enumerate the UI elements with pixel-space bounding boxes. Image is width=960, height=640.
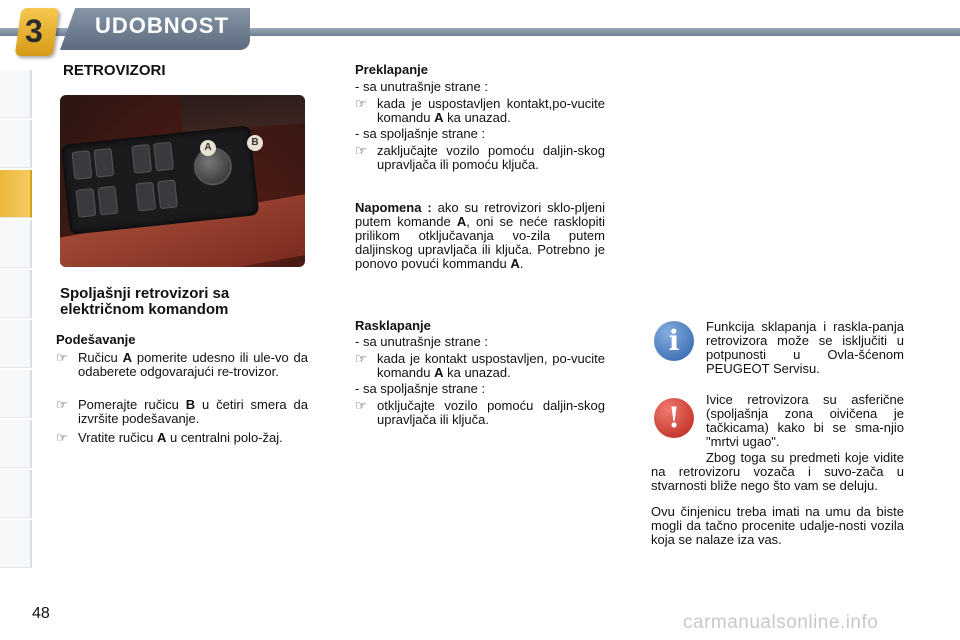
- side-tab-5[interactable]: [0, 270, 32, 318]
- info-icon: i: [654, 321, 694, 361]
- chapter-number: 3: [25, 13, 43, 49]
- side-tab-7[interactable]: [0, 370, 32, 418]
- subtitle-rasklapanje: Rasklapanje: [355, 318, 431, 333]
- list-dash-item: - sa unutrašnje strane :: [355, 79, 488, 94]
- warning-icon: !: [654, 398, 694, 438]
- list-item: ☞ Ručicu A pomerite udesno ili ule-vo da odaberete odgovarajući re-trovizor.: [56, 350, 308, 379]
- list-item: ☞ Pomerajte ručicu B u četiri smera da izvršite podešavanje.: [56, 397, 308, 426]
- mirror-control-photo: [60, 95, 305, 267]
- photo-window-button: [97, 186, 118, 216]
- pointing-hand-icon: ☞: [355, 96, 367, 111]
- pointing-hand-icon: ☞: [355, 398, 367, 413]
- section-title-line: Spoljašnji retrovizori sa: [60, 285, 230, 302]
- photo-label-a: A: [200, 140, 216, 156]
- chapter-title: UDOBNOST: [95, 13, 229, 38]
- list-item: ☞ Vratite ručicu A u centralni polo-žaj.: [56, 430, 283, 445]
- warning-paragraph: Ovu činjenicu treba imati na umu da biste mogli da tačno procenite udalje-nosti vozila koja se nalaze iza vas.: [651, 504, 904, 547]
- side-tab-9[interactable]: [0, 470, 32, 518]
- list-item: ☞ kada je uspostavljen kontakt,po-vucite komandu A ka unazad.: [355, 96, 605, 125]
- pointing-hand-icon: ☞: [56, 397, 68, 412]
- page-number: 48: [32, 605, 50, 622]
- side-tab-4[interactable]: [0, 220, 32, 268]
- subtitle-preklapanje: Preklapanje: [355, 62, 428, 77]
- side-tab-3-active[interactable]: [0, 170, 32, 218]
- info-text: Funkcija sklapanja i raskla-panja retrovizora može se isključiti u potpunosti u Ovla-šćenom PEUGEOT Servisu.: [706, 319, 904, 376]
- side-tab-1[interactable]: [0, 70, 32, 118]
- photo-window-button: [72, 150, 93, 180]
- photo-label-b: B: [247, 135, 263, 151]
- warning-text: Ivice retrovizora su asferične (spoljašnja zona oivičena je tačkicama) kako bi se sma-njio "mrtvi ugao".: [706, 392, 904, 449]
- pointing-hand-icon: ☞: [56, 350, 68, 365]
- side-tab-2[interactable]: [0, 120, 32, 168]
- section-title-retrovizori: RETROVIZORI: [63, 62, 166, 79]
- subtitle-podesavanje: Podešavanje: [56, 332, 136, 347]
- photo-window-button: [76, 188, 97, 218]
- photo-window-button: [93, 148, 114, 178]
- section-title-line: električnom komandom: [60, 301, 229, 318]
- photo-window-button: [131, 144, 152, 174]
- list-item: ☞ zaključajte vozilo pomoću daljin-skog upravljača ili pomoću ključa.: [355, 143, 605, 172]
- pointing-hand-icon: ☞: [355, 143, 367, 158]
- side-tab-6[interactable]: [0, 320, 32, 368]
- note-paragraph: Napomena : ako su retrovizori sklo-pljeni putem komande A, oni se neće rasklopiti prilikom otključavanja vo-zila putem daljinskog upravljača ili ključa. Potrebno je ponovo povući kommandu A.: [355, 200, 605, 271]
- list-dash-item: - sa spoljašnje strane :: [355, 381, 486, 396]
- list-item: ☞ otključajte vozilo pomoću daljin-skog upravljača ili ključa.: [355, 398, 605, 427]
- list-item: ☞ kada je kontakt uspostavljen, po-vucite komandu A ka unazad.: [355, 351, 605, 380]
- section-title-spoljasnji: [60, 286, 229, 318]
- photo-window-button: [135, 182, 156, 212]
- list-dash-item: - sa unutrašnje strane :: [355, 334, 488, 349]
- side-tab-10[interactable]: [0, 520, 32, 568]
- warning-paragraph: Zbog toga su predmeti koje vidite na retrovizoru vozača i suvo-zača u stvarnosti bliže nego što vam se deluju.: [651, 450, 904, 493]
- pointing-hand-icon: ☞: [355, 351, 367, 366]
- list-dash-item: - sa spoljašnje strane :: [355, 126, 486, 141]
- photo-window-button: [153, 142, 174, 172]
- chapter-side-tabs: [0, 70, 34, 580]
- watermark: carmanualsonline.info: [683, 612, 879, 633]
- pointing-hand-icon: ☞: [56, 430, 68, 445]
- photo-window-button: [157, 179, 178, 209]
- side-tab-8[interactable]: [0, 420, 32, 468]
- page-header: [0, 0, 960, 60]
